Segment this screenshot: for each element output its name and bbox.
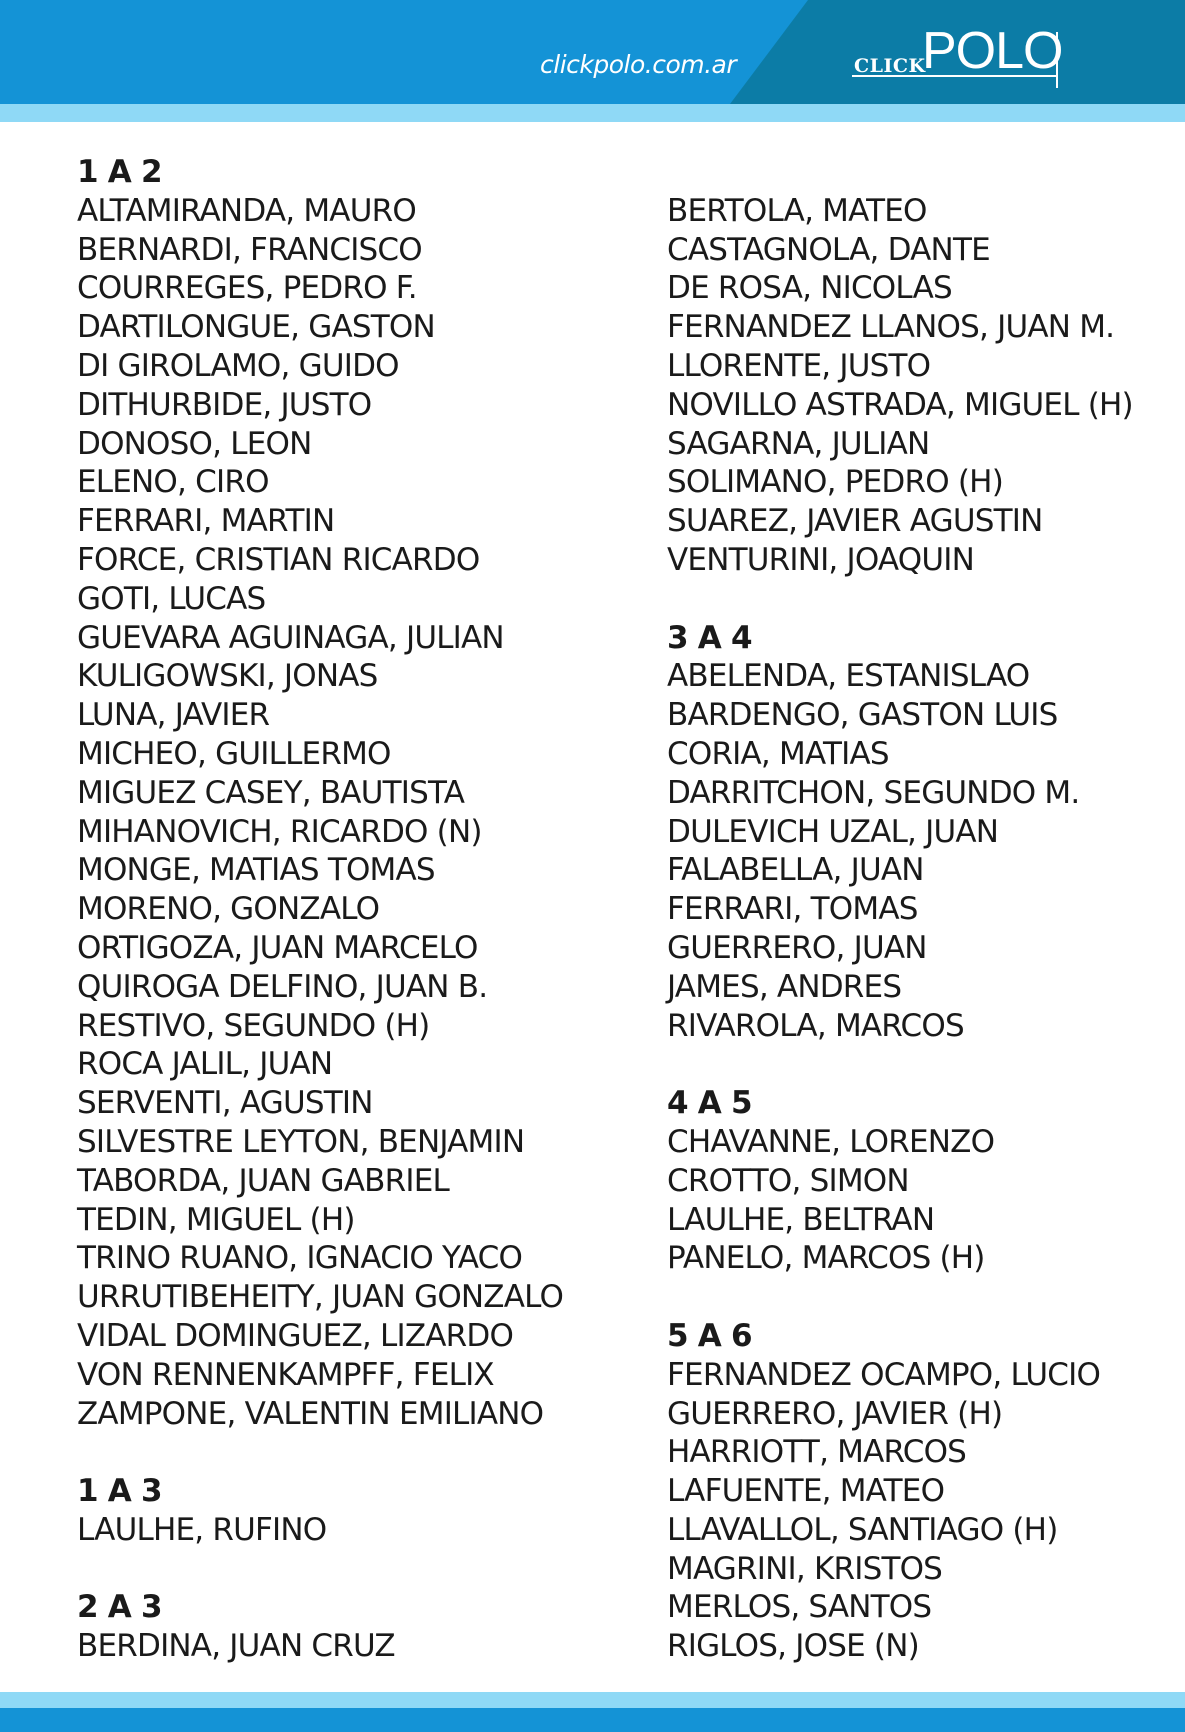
- footer-bar: [0, 1708, 1185, 1732]
- player-name: GUERRERO, JUAN: [667, 929, 927, 966]
- player-name: NOVILLO ASTRADA, MIGUEL (H): [667, 386, 1133, 423]
- footer-stripe: [0, 1692, 1185, 1708]
- player-name: LAFUENTE, MATEO: [667, 1473, 945, 1510]
- player-name: KULIGOWSKI, JONAS: [77, 658, 378, 695]
- player-name: PANELO, MARCOS (H): [667, 1240, 985, 1277]
- player-name: LLAVALLOL, SANTIAGO (H): [667, 1511, 1058, 1548]
- player-name: BARDENGO, GASTON LUIS: [667, 697, 1058, 734]
- player-name: COURREGES, PEDRO F.: [77, 270, 417, 307]
- player-name: CHAVANNE, LORENZO: [667, 1123, 995, 1160]
- left-column: [77, 153, 563, 1705]
- player-name: MERLOS, SANTOS: [667, 1589, 932, 1626]
- player-name: ORTIGOZA, JUAN MARCELO: [77, 929, 478, 966]
- player-name: CORIA, MATIAS: [667, 735, 889, 772]
- header-stripe: [0, 104, 1185, 122]
- player-name: QUIROGA DELFINO, JUAN B.: [77, 968, 488, 1005]
- player-name: DI GIROLAMO, GUIDO: [77, 347, 399, 384]
- player-name: RIVAROLA, MARCOS: [667, 1007, 964, 1044]
- player-name: VON RENNENKAMPFF, FELIX: [77, 1356, 494, 1393]
- player-name: MIHANOVICH, RICARDO (N): [77, 813, 482, 850]
- player-name: FORCE, CRISTIAN RICARDO: [77, 541, 480, 578]
- player-name: MICHEO, GUILLERMO: [77, 735, 391, 772]
- right-column: [667, 153, 1133, 1705]
- handicap-group-title: 3 A 4: [667, 619, 752, 656]
- player-name: SILVESTRE LEYTON, BENJAMIN: [77, 1123, 525, 1160]
- player-name: GOTI, LUCAS: [77, 580, 266, 617]
- player-name: ELENO, CIRO: [77, 464, 269, 501]
- player-name: TEDIN, MIGUEL (H): [77, 1201, 355, 1238]
- player-name: DARTILONGUE, GASTON: [77, 309, 435, 346]
- site-url[interactable]: clickpolo.com.ar: [540, 50, 737, 79]
- handicap-group: [667, 1317, 1133, 1666]
- logo-polo-text: POLO: [922, 22, 1063, 80]
- handicap-group: [77, 1588, 563, 1666]
- player-name: FERNANDEZ OCAMPO, LUCIO: [667, 1356, 1101, 1393]
- handicap-group-title: 5 A 6: [667, 1317, 752, 1354]
- player-name: BERTOLA, MATEO: [667, 192, 927, 229]
- player-name: JAMES, ANDRES: [667, 968, 902, 1005]
- player-name: FERNANDEZ LLANOS, JUAN M.: [667, 309, 1115, 346]
- clickpolo-logo: [852, 22, 1062, 94]
- player-name: CROTTO, SIMON: [667, 1162, 909, 1199]
- handicap-group-title: 4 A 5: [667, 1085, 752, 1122]
- player-name: DONOSO, LEON: [77, 425, 312, 462]
- player-name: MIGUEZ CASEY, BAUTISTA: [77, 774, 465, 811]
- player-name: VIDAL DOMINGUEZ, LIZARDO: [77, 1317, 514, 1354]
- player-name: RESTIVO, SEGUNDO (H): [77, 1007, 430, 1044]
- player-name: URRUTIBEHEITY, JUAN GONZALO: [77, 1279, 564, 1316]
- player-name: FERRARI, TOMAS: [667, 891, 918, 928]
- handicap-group-title: 2 A 3: [77, 1589, 162, 1626]
- player-name: SUAREZ, JAVIER AGUSTIN: [667, 503, 1043, 540]
- player-name: BERDINA, JUAN CRUZ: [77, 1628, 395, 1665]
- handicap-group: [77, 1472, 563, 1550]
- handicap-group-title: 1 A 2: [77, 154, 162, 190]
- player-name: ABELENDA, ESTANISLAO: [667, 658, 1030, 695]
- player-name: LLORENTE, JUSTO: [667, 347, 931, 384]
- player-name: TABORDA, JUAN GABRIEL: [77, 1162, 449, 1199]
- player-name: MAGRINI, KRISTOS: [667, 1550, 943, 1587]
- handicap-group: [667, 1084, 1133, 1278]
- logo-click-text: CLICK: [854, 55, 926, 77]
- player-name: HARRIOTT, MARCOS: [667, 1434, 967, 1471]
- player-name: DARRITCHON, SEGUNDO M.: [667, 774, 1080, 811]
- player-name: GUEVARA AGUINAGA, JULIAN: [77, 619, 504, 656]
- player-name: ROCA JALIL, JUAN: [77, 1046, 333, 1083]
- player-name: GUERRERO, JAVIER (H): [667, 1395, 1003, 1432]
- player-name: SAGARNA, JULIAN: [667, 425, 930, 462]
- player-name: LAULHE, RUFINO: [77, 1511, 327, 1548]
- player-name: ALTAMIRANDA, MAURO: [77, 192, 416, 229]
- player-name: SOLIMANO, PEDRO (H): [667, 464, 1003, 501]
- player-name: DULEVICH UZAL, JUAN: [667, 813, 999, 850]
- handicap-group-title: 1 A 3: [77, 1473, 162, 1510]
- player-name: SERVENTI, AGUSTIN: [77, 1085, 373, 1122]
- player-name: TRINO RUANO, IGNACIO YACO: [77, 1240, 523, 1277]
- player-name: ZAMPONE, VALENTIN EMILIANO: [77, 1395, 544, 1432]
- player-name: BERNARDI, FRANCISCO: [77, 231, 422, 268]
- player-name: VENTURINI, JOAQUIN: [667, 541, 975, 578]
- player-name: MONGE, MATIAS TOMAS: [77, 852, 435, 889]
- handicap-group: [667, 619, 1133, 1046]
- player-name: LAULHE, BELTRAN: [667, 1201, 935, 1238]
- player-name: FERRARI, MARTIN: [77, 503, 335, 540]
- player-name: CASTAGNOLA, DANTE: [667, 231, 990, 268]
- player-name: DITHURBIDE, JUSTO: [77, 386, 372, 423]
- player-name: FALABELLA, JUAN: [667, 852, 924, 889]
- handicap-group: [77, 153, 563, 1433]
- player-name: LUNA, JAVIER: [77, 697, 270, 734]
- player-name: DE ROSA, NICOLAS: [667, 270, 952, 307]
- player-name: RIGLOS, JOSE (N): [667, 1628, 919, 1665]
- player-name: MORENO, GONZALO: [77, 891, 380, 928]
- handicap-group: [667, 153, 1133, 580]
